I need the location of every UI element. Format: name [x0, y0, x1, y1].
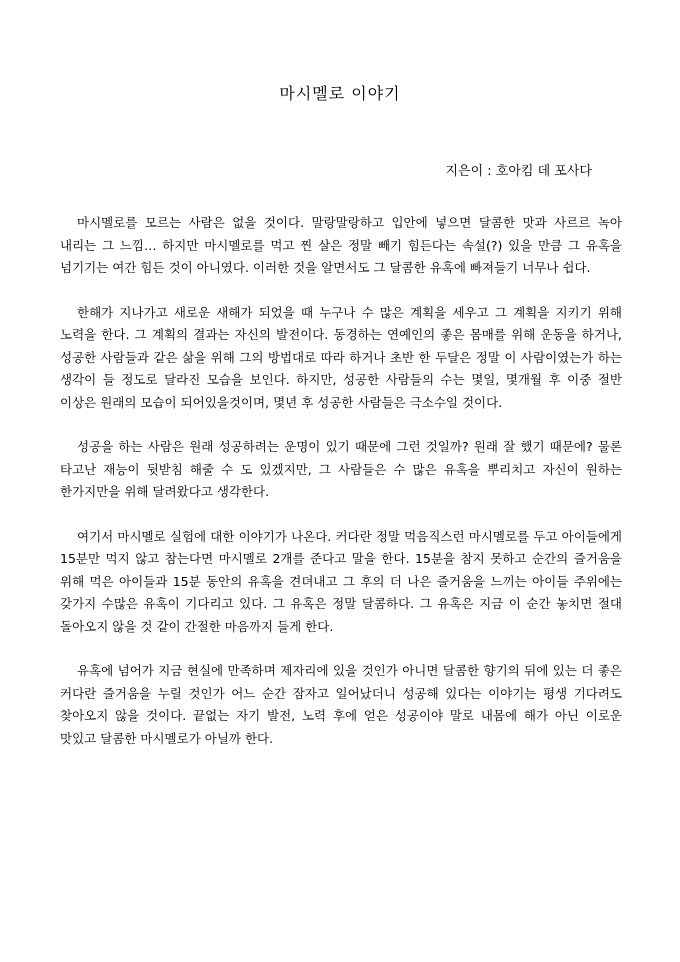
- paragraph: 성공을 하는 사람은 원래 성공하려는 운명이 있기 때문에 그런 것일까? 원래 잘 했기 때문에? 물론 타고난 재능이 뒷받침 해줄 수 도 있겠지만, 그 사람들은 수 많은 유혹을 뿌리치고 자신이 원하는 한가지만을 위해 달려왔다고 생각한다.: [60, 439, 622, 499]
- paragraph: 유혹에 넘어가 지금 현실에 만족하며 제자리에 있을 것인가 아니면 달콤한 향기의 뒤에 있는 더 좋은 커다란 즐거움을 누릴 것인가 어느 순간 잠자고 일어났더니 성공해 있다는 이야기는 평생 기다려도 찾아오지 않을 것이다. 끝없는 자기 발전, 노력 후에 얻은 성공이야 말로 내몸에 해가 아닌 이로운 맛있고 달콤한 마시멜로가 아닐까 한다.: [60, 663, 622, 746]
- author-line: 지은이 : 호아킴 데 포사다: [445, 164, 592, 179]
- document-body: [60, 212, 622, 772]
- paragraph: 마시멜로를 모르는 사람은 없을 것이다. 말랑말랑하고 입안에 넣으면 달콤한 맛과 사르르 녹아 내리는 그 느낌… 하지만 마시멜로를 먹고 찐 살은 정말 빼기 힘든다는 속설(?) 있을 만큼 그 유혹을 넘기기는 여간 힘든 것이 아니였다. 이러한 것을 알면서도 그 달콤한 유혹에 빠져들기 너무나 쉽다.: [60, 215, 622, 275]
- document-title: 마시멜로 이야기: [279, 84, 401, 103]
- paragraph: 여기서 마시멜로 실험에 대한 이야기가 나온다. 커다란 정말 먹음직스런 마시멜로를 두고 아이들에게 15분만 먹지 않고 참는다면 마시멜로 2개를 준다고 말을 한다. 15분을 참지 못하고 순간의 즐거움을 위해 먹은 아이들과 15분 동안의 유혹을 견뎌내고 그 후의 더 나은 즐거움을 느끼는 아이들 주위에는 갖가지 수많은 유혹이 기다리고 있다. 그 유혹은 정말 달콤하다. 그 유혹은 지금 이 순간 놓치면 절대 돌아오지 않을 것 같이 간절한 마음까지 들게 한다.: [60, 528, 622, 634]
- paragraph: 한해가 지나가고 새로운 새해가 되었을 때 누구나 수 많은 계획을 세우고 그 계획을 지키기 위해 노력을 한다. 그 계획의 결과는 자신의 발전이다. 동경하는 연예인의 좋은 몸매를 위해 운동을 하거나, 성공한 사람들과 같은 삶을 위해 그의 방법대로 따라 하거나 초반 한 두달은 정말 이 사람이였는가 하는 생각이 들 정도로 달라진 모습을 보인다. 하지만, 성공한 사람들의 수는 몇일, 몇개월 후 이중 절반 이상은 원래의 모습이 되어있을것이며, 몇년 후 성공한 사람들은 극소수일 것이다.: [60, 304, 622, 410]
